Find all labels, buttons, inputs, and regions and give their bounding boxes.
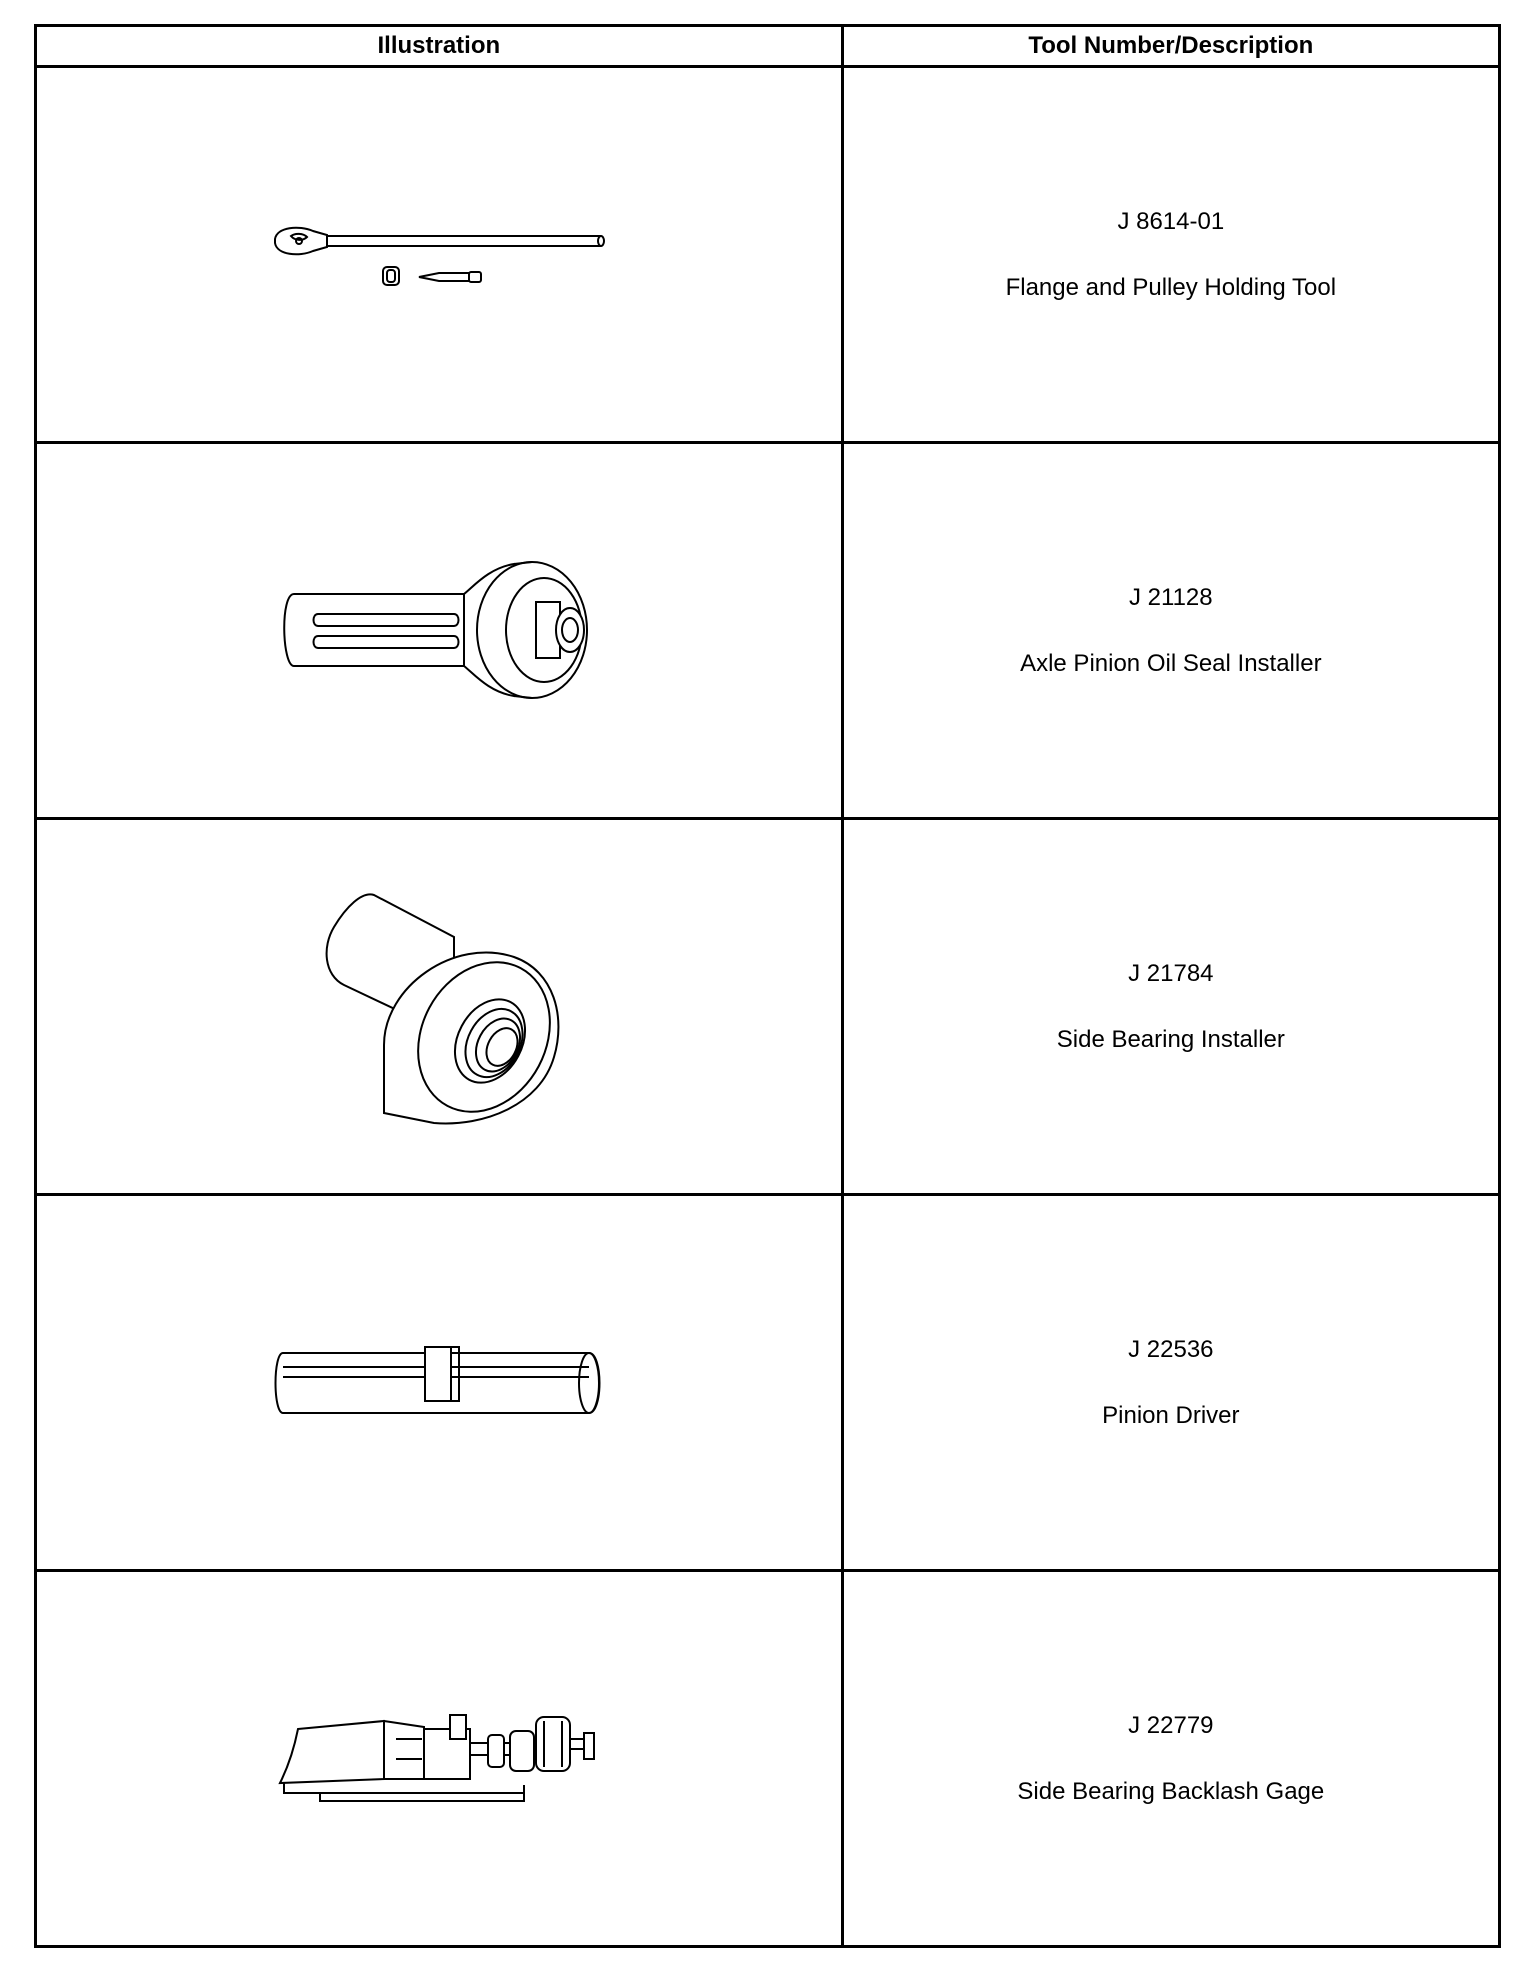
- illustration-cell: [36, 67, 843, 443]
- tool-number-description-header: Tool Number/Description: [842, 26, 1499, 67]
- pinion-driver-icon: [269, 1343, 609, 1423]
- tool-description: Flange and Pulley Holding Tool: [1005, 273, 1337, 301]
- illustration-header: Illustration: [36, 26, 843, 67]
- illustration-cell: [36, 819, 843, 1195]
- oil-seal-installer-icon: [274, 556, 604, 706]
- table-row: [36, 819, 1500, 1195]
- special-tools-table: [34, 24, 1501, 1948]
- tool-number: J 22779: [1128, 1711, 1214, 1739]
- illustration-cell: [36, 443, 843, 819]
- illustration-cell: [36, 1195, 843, 1571]
- table-row: [36, 67, 1500, 443]
- table-header-row: [36, 26, 1500, 67]
- tool-number: J 8614-01: [1117, 207, 1225, 235]
- description-cell: [842, 819, 1499, 1195]
- table-row: [36, 1195, 1500, 1571]
- description-cell: [842, 443, 1499, 819]
- tool-number: J 22536: [1128, 1335, 1214, 1363]
- illustration-cell: [36, 1571, 843, 1947]
- table-row: [36, 1571, 1500, 1947]
- side-bearing-installer-icon: [304, 887, 574, 1127]
- tool-description: Side Bearing Installer: [1056, 1025, 1285, 1053]
- tool-description: Axle Pinion Oil Seal Installer: [1020, 649, 1322, 677]
- tool-description: Side Bearing Backlash Gage: [1017, 1777, 1325, 1805]
- tool-number: J 21128: [1129, 583, 1213, 611]
- tool-number: J 21784: [1128, 959, 1214, 987]
- description-cell: [842, 1195, 1499, 1571]
- table-row: [36, 443, 1500, 819]
- backlash-gage-icon: [274, 1709, 604, 1809]
- flange-pulley-holding-tool-icon: [269, 215, 609, 295]
- description-cell: [842, 1571, 1499, 1947]
- tool-description: Pinion Driver: [1102, 1401, 1240, 1429]
- description-cell: [842, 67, 1499, 443]
